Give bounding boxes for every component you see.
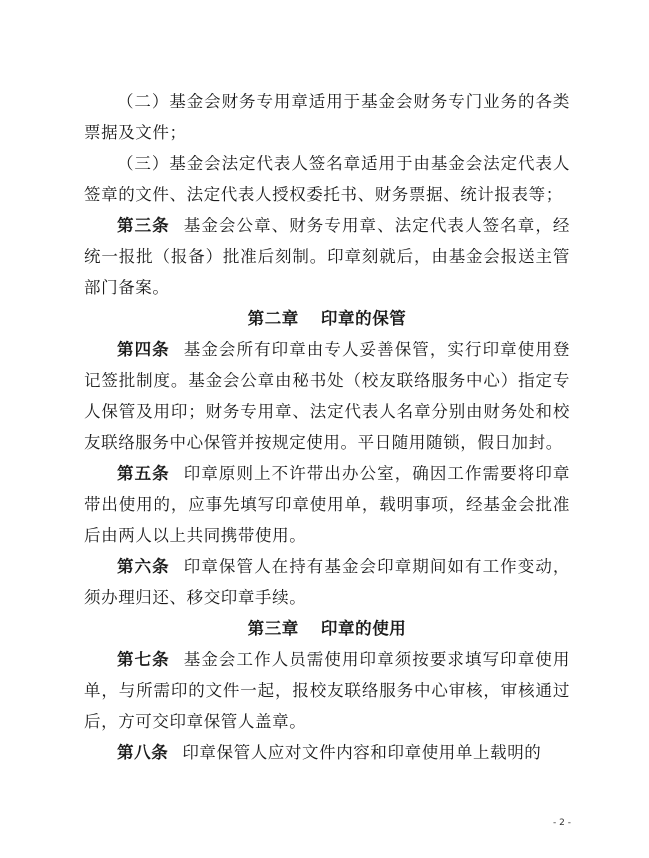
clause-2-3-text: （三）基金会法定代表人签名章适用于由基金会法定代表人签章的文件、法定代表人授权委托书、财务票据、统计报表等； (84, 154, 570, 204)
article-3-label: 第三条 (117, 216, 170, 235)
article-7-text: 基金会工作人员需使用印章须按要求填写印章使用单，与所需印的文件一起，报校友联络服务中心审核，审核通过后，方可交印章保管人盖章。 (84, 650, 570, 731)
article-3 (84, 210, 570, 303)
chapter-3-number: 第三章 (247, 619, 299, 638)
article-7 (84, 644, 570, 737)
chapter-3-heading (84, 613, 570, 644)
article-6 (84, 551, 570, 613)
article-4 (84, 334, 570, 458)
chapter-3-title: 印章的使用 (320, 619, 407, 638)
article-4-text: 基金会所有印章由专人妥善保管，实行印章使用登记签批制度。基金会公章由秘书处（校友联络服务中心）指定专人保管及用印；财务专用章、法定代表人名章分别由财务处和校友联络服务中心保管并按规定使用。平日随用随锁，假日加封。 (84, 340, 570, 452)
clause-2-3 (84, 148, 570, 210)
article-7-label: 第七条 (117, 650, 170, 669)
article-6-text: 印章保管人在持有基金会印章期间如有工作变动，须办理归还、移交印章手续。 (84, 557, 570, 607)
article-8 (84, 737, 570, 768)
chapter-2-number: 第二章 (247, 309, 299, 328)
page-number: - 2 - (553, 818, 571, 828)
article-3-text: 基金会公章、财务专用章、法定代表人签名章，经统一报批（报备）批准后刻制。印章刻就后，由基金会报送主管部门备案。 (84, 216, 570, 297)
clause-2-2-text: （二）基金会财务专用章适用于基金会财务专门业务的各类票据及文件； (84, 92, 570, 142)
article-5-label: 第五条 (117, 464, 170, 483)
article-8-text: 印章保管人应对文件内容和印章使用单上载明的 (182, 743, 542, 762)
clause-2-2 (84, 86, 570, 148)
article-6-label: 第六条 (117, 557, 170, 576)
chapter-2-heading (84, 303, 570, 334)
article-4-label: 第四条 (117, 340, 170, 359)
article-5-text: 印章原则上不许带出办公室，确因工作需要将印章带出使用的，应事先填写印章使用单，载明事项，经基金会批准后由两人以上共同携带使用。 (84, 464, 570, 545)
chapter-2-title: 印章的保管 (320, 309, 407, 328)
article-8-label: 第八条 (117, 743, 169, 762)
article-5 (84, 458, 570, 551)
document-body (84, 86, 570, 768)
